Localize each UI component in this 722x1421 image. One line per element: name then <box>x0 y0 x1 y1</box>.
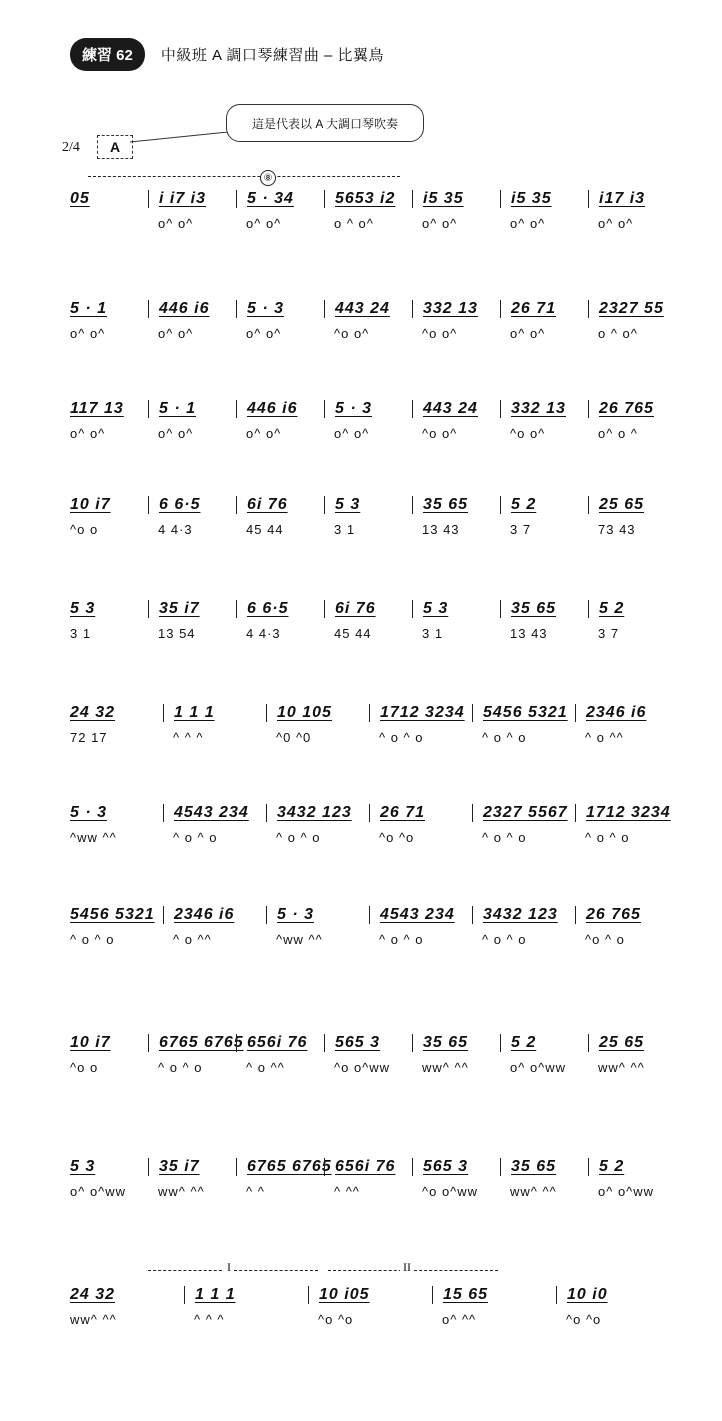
segment-mark: ⑧ <box>260 170 276 186</box>
melody-row <box>60 704 680 722</box>
melody-row <box>60 1034 680 1052</box>
measure-tonguing: ^ ^ <box>246 1184 265 1199</box>
melody-row <box>60 906 680 924</box>
measure-tonguing: ww^ ^^ <box>70 1312 117 1327</box>
measure-tonguing: ^ o ^ o <box>70 932 115 947</box>
tonguing-row <box>60 426 680 441</box>
measure-tonguing: 13 43 <box>510 626 548 641</box>
score-line <box>60 186 680 246</box>
tonguing-row <box>60 326 680 341</box>
measure-tonguing: 3 1 <box>334 522 356 537</box>
time-signature: 2/4 <box>62 140 80 155</box>
measure-tonguing: o^ o^ <box>70 426 106 441</box>
measure-notes: 10 i0 <box>556 1286 680 1304</box>
measure-notes: 5 · 3 <box>324 400 412 418</box>
measure-notes: 2346 i6 <box>163 906 266 924</box>
measure-tonguing: 13 43 <box>422 522 460 537</box>
measure-tonguing: ^o ^o <box>379 830 415 845</box>
measure-notes: 5 3 <box>324 496 412 514</box>
measure-notes: 2346 i6 <box>575 704 678 722</box>
measure-tonguing: o^ ^^ <box>442 1312 477 1327</box>
measure-notes: 446 i6 <box>236 400 324 418</box>
measure-tonguing: ^o o^ <box>422 426 458 441</box>
measure-notes: 5 · 3 <box>70 804 108 821</box>
measure-tonguing: ^o ^ o <box>585 932 625 947</box>
melody-row <box>60 1286 680 1304</box>
measure-notes: 10 i7 <box>70 1034 111 1051</box>
measure-notes: 5 2 <box>500 496 588 514</box>
measure-notes: 5456 5321 <box>70 906 155 923</box>
measure-tonguing: o^ o^ <box>158 216 194 231</box>
measure-tonguing: o^ o^ <box>598 216 634 231</box>
measure-tonguing: ^ o ^^ <box>173 932 212 947</box>
measure-notes: 35 65 <box>412 1034 500 1052</box>
measure-notes: 26 765 <box>575 906 678 924</box>
callout-bubble: 這是代表以 A 大調口琴吹奏 <box>226 104 424 142</box>
measure-notes: 5 · 1 <box>148 400 236 418</box>
measure-notes: 6i 76 <box>236 496 324 514</box>
melody-row <box>60 804 680 822</box>
measure-tonguing: ^o o <box>70 1060 99 1075</box>
tonguing-row <box>60 1060 680 1075</box>
tonguing-row <box>60 522 680 537</box>
page-header <box>70 38 384 71</box>
measure-notes: 2327 55 <box>588 300 676 318</box>
measure-notes: 443 24 <box>412 400 500 418</box>
measure-notes: 10 105 <box>266 704 369 722</box>
measure-notes: 4543 234 <box>163 804 266 822</box>
measure-tonguing: ^ o ^ o <box>173 830 218 845</box>
score-line <box>60 492 680 552</box>
measure-tonguing: ww^ ^^ <box>598 1060 645 1075</box>
measure-tonguing: ^ o ^ o <box>276 830 321 845</box>
score-line <box>60 596 680 656</box>
measure-notes: 6765 6765 <box>236 1158 324 1176</box>
measure-notes: 332 13 <box>412 300 500 318</box>
measure-notes: 05 <box>70 190 90 207</box>
tonguing-row <box>60 830 680 845</box>
measure-tonguing: ^ww ^^ <box>276 932 323 947</box>
melody-row <box>60 496 680 514</box>
measure-notes: 5 2 <box>588 1158 676 1176</box>
measure-notes: 6 6·5 <box>148 496 236 514</box>
measure-notes: 5 2 <box>500 1034 588 1052</box>
measure-tonguing: ^ o ^ o <box>482 730 527 745</box>
measure-tonguing: o^ o^ <box>70 326 106 341</box>
measure-notes: 443 24 <box>324 300 412 318</box>
score-line <box>60 1154 680 1214</box>
measure-notes: 5653 i2 <box>324 190 412 208</box>
measure-notes: 1712 3234 <box>575 804 678 822</box>
measure-notes: 35 65 <box>500 1158 588 1176</box>
measure-tonguing: o^ o^ <box>510 216 546 231</box>
measure-notes: 6765 6765 <box>148 1034 236 1052</box>
measure-tonguing: ^ o ^ o <box>482 830 527 845</box>
measure-notes: 3432 123 <box>472 906 575 924</box>
measure-tonguing: o^ o^ww <box>70 1184 127 1199</box>
measure-tonguing: ^ ^^ <box>334 1184 360 1199</box>
measure-notes: 3432 123 <box>266 804 369 822</box>
measure-tonguing: ^o o^ <box>334 326 370 341</box>
measure-tonguing: ww^ ^^ <box>422 1060 469 1075</box>
measure-tonguing: ^ o ^ o <box>482 932 527 947</box>
measure-tonguing: 3 1 <box>422 626 444 641</box>
measure-tonguing: o^ o^ <box>422 216 458 231</box>
score-line <box>60 396 680 456</box>
measure-notes: 26 71 <box>500 300 588 318</box>
measure-notes: 35 i7 <box>148 600 236 618</box>
measure-tonguing: 3 7 <box>598 626 620 641</box>
volta-2-label: II <box>400 1260 414 1275</box>
measure-notes: 26 765 <box>588 400 676 418</box>
measure-notes: 5 3 <box>70 1158 96 1175</box>
melody-row <box>60 600 680 618</box>
score-line <box>60 800 680 860</box>
tonguing-row <box>60 1312 680 1327</box>
measure-tonguing: ^ o ^ o <box>158 1060 203 1075</box>
exercise-badge: 練習 62 <box>70 38 145 71</box>
measure-notes: 10 i05 <box>308 1286 432 1304</box>
measure-notes: 10 i7 <box>70 496 111 513</box>
measure-tonguing: ww^ ^^ <box>510 1184 557 1199</box>
measure-notes: i i7 i3 <box>148 190 236 208</box>
measure-notes: 1 1 1 <box>163 704 266 722</box>
measure-tonguing: o ^ o^ <box>598 326 638 341</box>
measure-tonguing: ^ o ^ o <box>585 830 630 845</box>
tonguing-row <box>60 730 680 745</box>
measure-notes: 35 i7 <box>148 1158 236 1176</box>
segment-bracket <box>88 176 400 183</box>
measure-notes: 24 32 <box>70 704 116 721</box>
measure-tonguing: ^o ^o <box>318 1312 354 1327</box>
measure-notes: 332 13 <box>500 400 588 418</box>
measure-tonguing: o ^ o^ <box>334 216 374 231</box>
measure-notes: 2327 5567 <box>472 804 575 822</box>
measure-notes: i17 i3 <box>588 190 676 208</box>
measure-notes: 25 65 <box>588 496 676 514</box>
measure-notes: 6 6·5 <box>236 600 324 618</box>
measure-tonguing: o^ o^ <box>158 426 194 441</box>
tonguing-row <box>60 932 680 947</box>
tonguing-row <box>60 626 680 641</box>
measure-notes: 6i 76 <box>324 600 412 618</box>
measure-notes: 4543 234 <box>369 906 472 924</box>
measure-notes: 26 71 <box>369 804 472 822</box>
measure-notes: 5 · 3 <box>236 300 324 318</box>
measure-tonguing: ^ o ^^ <box>246 1060 285 1075</box>
measure-tonguing: ^o o <box>70 522 99 537</box>
measure-tonguing: o^ o^ <box>510 326 546 341</box>
measure-tonguing: o^ o^ <box>334 426 370 441</box>
measure-tonguing: 72 17 <box>70 730 108 745</box>
score-line <box>60 700 680 760</box>
measure-tonguing: o^ o^ww <box>598 1184 655 1199</box>
volta-1-label: I <box>224 1260 234 1275</box>
measure-tonguing: ^o o^ww <box>422 1184 479 1199</box>
measure-tonguing: ^o ^o <box>566 1312 602 1327</box>
tonguing-row <box>60 1184 680 1199</box>
measure-tonguing: ^ ^ ^ <box>173 730 204 745</box>
measure-tonguing: o^ o ^ <box>598 426 638 441</box>
measure-tonguing: ww^ ^^ <box>158 1184 205 1199</box>
measure-notes: 24 32 <box>70 1286 116 1303</box>
measure-tonguing: 3 7 <box>510 522 532 537</box>
measure-notes: 117 13 <box>70 400 124 417</box>
measure-tonguing: 45 44 <box>334 626 372 641</box>
measure-notes: 565 3 <box>412 1158 500 1176</box>
measure-tonguing: ^ ^ ^ <box>194 1312 225 1327</box>
callout-pointer <box>130 132 230 152</box>
measure-notes: 656i 76 <box>324 1158 412 1176</box>
tonguing-row <box>60 216 680 231</box>
melody-row <box>60 400 680 418</box>
score-line <box>60 1030 680 1090</box>
key-box: A <box>97 135 133 159</box>
measure-notes: 35 65 <box>500 600 588 618</box>
measure-notes: 5 2 <box>588 600 676 618</box>
measure-tonguing: o^ o^ <box>246 216 282 231</box>
measure-tonguing: ^ o ^ o <box>379 932 424 947</box>
measure-tonguing: 45 44 <box>246 522 284 537</box>
measure-tonguing: ^o o^ <box>510 426 546 441</box>
measure-tonguing: ^ww ^^ <box>70 830 117 845</box>
score-line <box>60 296 680 356</box>
measure-notes: 35 65 <box>412 496 500 514</box>
measure-tonguing: ^ o ^^ <box>585 730 624 745</box>
measure-tonguing: ^o o^ <box>422 326 458 341</box>
measure-tonguing: o^ o^ <box>246 426 282 441</box>
measure-notes: 565 3 <box>324 1034 412 1052</box>
melody-row <box>60 1158 680 1176</box>
measure-notes: i5 35 <box>500 190 588 208</box>
melody-row <box>60 190 680 208</box>
measure-notes: 5 · 3 <box>266 906 369 924</box>
measure-notes: 446 i6 <box>148 300 236 318</box>
measure-notes: 1 1 1 <box>184 1286 308 1304</box>
measure-tonguing: o^ o^ww <box>510 1060 567 1075</box>
measure-tonguing: 13 54 <box>158 626 196 641</box>
measure-tonguing: ^ o ^ o <box>379 730 424 745</box>
page-title: 中級班 A 調口琴練習曲 – 比翼鳥 <box>160 47 385 64</box>
measure-notes: i5 35 <box>412 190 500 208</box>
measure-tonguing: ^o o^ww <box>334 1060 391 1075</box>
measure-notes: 5 3 <box>412 600 500 618</box>
melody-row <box>60 300 680 318</box>
measure-notes: 1712 3234 <box>369 704 472 722</box>
measure-tonguing: 4 4·3 <box>158 522 193 537</box>
measure-notes: 5 · 1 <box>70 300 108 317</box>
measure-tonguing: 4 4·3 <box>246 626 281 641</box>
measure-notes: 5456 5321 <box>472 704 575 722</box>
measure-notes: 15 65 <box>432 1286 556 1304</box>
measure-notes: 656i 76 <box>236 1034 324 1052</box>
measure-notes: 5 3 <box>70 600 96 617</box>
measure-tonguing: 3 1 <box>70 626 92 641</box>
measure-notes: 5 · 34 <box>236 190 324 208</box>
measure-notes: 25 65 <box>588 1034 676 1052</box>
measure-tonguing: o^ o^ <box>246 326 282 341</box>
score-line <box>60 1282 680 1342</box>
measure-tonguing: 73 43 <box>598 522 636 537</box>
score-line <box>60 902 680 962</box>
measure-tonguing: o^ o^ <box>158 326 194 341</box>
measure-tonguing: ^0 ^0 <box>276 730 312 745</box>
